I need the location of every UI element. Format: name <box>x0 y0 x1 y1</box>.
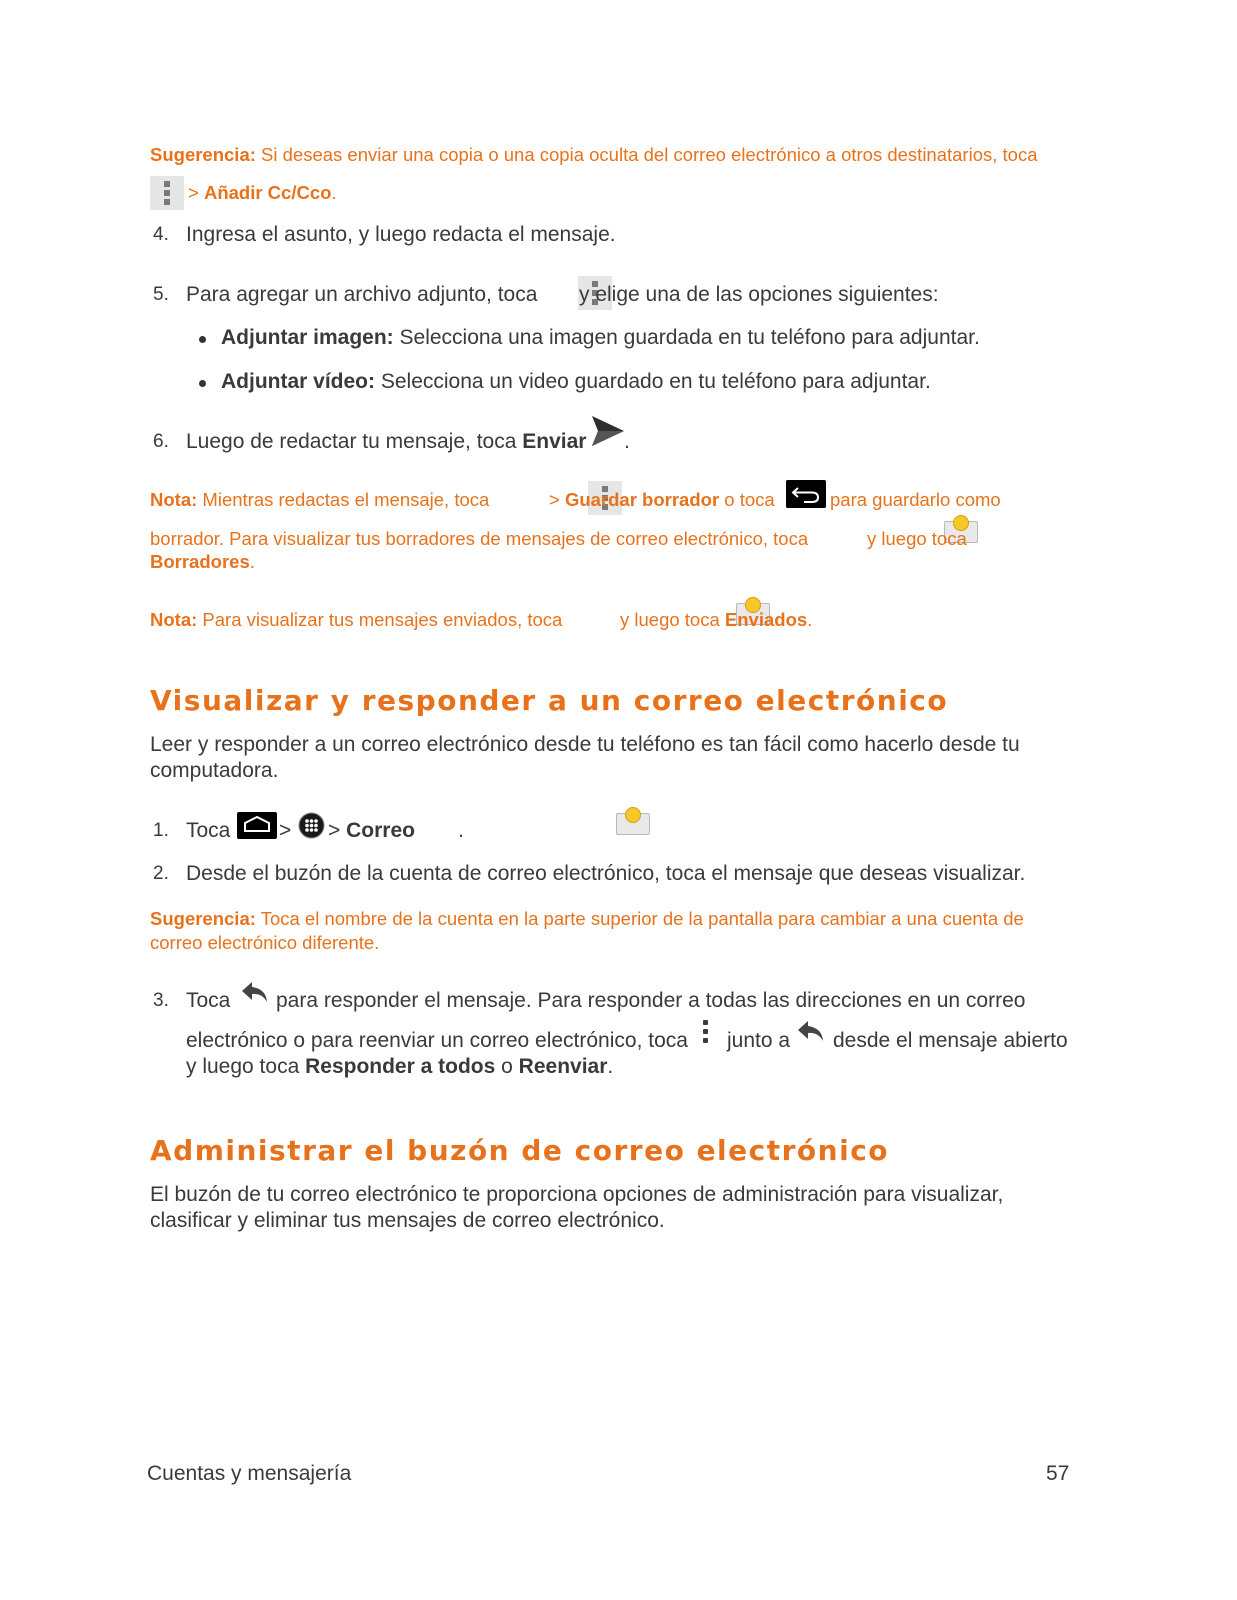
note-1-save-draft: Guardar borrador <box>564 489 720 510</box>
tip-1-line-2 <box>188 181 337 205</box>
send-icon <box>590 414 626 448</box>
tip-1-line-1 <box>150 143 1038 167</box>
note-1-label: Nota: <box>150 489 198 510</box>
note-2-label: Nota: <box>150 609 198 630</box>
step-3-t2: electrónico o para reenviar un correo electrónico, toca <box>186 1029 688 1052</box>
tip-1-action: Añadir Cc/Cco <box>203 182 332 203</box>
tip-2-line-1 <box>150 907 1024 931</box>
step-4-number: 4. <box>153 224 169 245</box>
tip-1-sep: > <box>188 182 199 203</box>
bullet-dot <box>199 380 206 387</box>
step-b1-pre: Toca <box>186 819 231 842</box>
step-3-pre: Toca <box>186 989 231 1012</box>
tip-2-line-2: correo electrónico diferente. <box>150 932 380 953</box>
step-3-end: . <box>607 1055 614 1078</box>
step-5-number: 5. <box>153 284 169 305</box>
tip-1-end: . <box>331 182 337 203</box>
section-2-intro-line-1: El buzón de tu correo electrónico te proporciona opciones de administración para visualizar, <box>150 1183 1004 1206</box>
back-icon <box>786 480 826 508</box>
bullet-dot <box>199 336 206 343</box>
step-6-end: . <box>624 430 630 453</box>
step-3-line-3 <box>186 1054 613 1080</box>
step-5-post: y elige una de las opciones siguientes: <box>579 283 939 306</box>
step-b2-number: 2. <box>153 863 169 884</box>
section-1-intro-line-1: Leer y responder a un correo electrónico desde tu teléfono es tan fácil como hacerlo desde tu <box>150 733 1020 756</box>
note-2-line-a <box>150 608 562 632</box>
step-6-bold: Enviar <box>522 430 587 453</box>
home-icon <box>237 812 277 839</box>
apps-icon <box>298 812 325 839</box>
step-3-t4: desde el mensaje abierto <box>833 1029 1068 1052</box>
note-2-line-b <box>620 608 812 632</box>
step-b1-sep1: > <box>279 819 292 842</box>
section-heading-view-reply: Visualizar y responder a un correo electrónico <box>150 684 949 717</box>
email-app-icon <box>616 805 650 835</box>
note-2-end: . <box>807 609 813 630</box>
note-2-t2: y luego toca <box>620 609 720 630</box>
step-3-number: 3. <box>153 990 169 1011</box>
tip-2-text-1: Toca el nombre de la cuenta en la parte superior de la pantalla para cambiar a una cuenta de <box>260 908 1024 929</box>
step-4-text: Ingresa el asunto, y luego redacta el mensaje. <box>186 223 616 246</box>
bullet-attach-video-text: Selecciona un video guardado en tu teléfono para adjuntar. <box>380 370 931 393</box>
section-heading-manage-inbox: Administrar el buzón de correo electrónico <box>150 1134 890 1167</box>
step-5-pre: Para agregar un archivo adjunto, toca <box>186 283 538 306</box>
step-3-t3: junto a <box>727 1029 791 1052</box>
note-1-sep: > <box>549 489 560 510</box>
tip-1-text: Si deseas enviar una copia o una copia oculta del correo electrónico a otros destinatarios, toca <box>261 144 1038 165</box>
note-2-sent: Enviados <box>724 609 808 630</box>
bullet-attach-video <box>221 369 931 395</box>
bullet-attach-image-text: Selecciona una imagen guardada en tu teléfono para adjuntar. <box>399 326 980 349</box>
bullet-attach-image-label: Adjuntar imagen: <box>221 326 394 349</box>
section-2-intro-line-2: clasificar y eliminar tus mensajes de correo electrónico. <box>150 1209 665 1232</box>
step-3-t6: o <box>501 1055 513 1078</box>
note-1-t3: para guardarlo como <box>830 489 1001 510</box>
step-b1-correo: Correo <box>346 819 415 842</box>
note-2-t1: Para visualizar tus mensajes enviados, toca <box>202 609 563 630</box>
section-1-intro-line-2: computadora. <box>150 759 279 782</box>
step-3-reply-all: Responder a todos <box>305 1055 496 1078</box>
bullet-attach-image <box>221 325 980 351</box>
footer-section-name: Cuentas y mensajería <box>147 1462 352 1485</box>
note-1-t2: o toca <box>724 489 775 510</box>
step-b1-end: . <box>458 819 464 842</box>
bullet-attach-video-label: Adjuntar vídeo: <box>221 370 376 393</box>
tip-1-label: Sugerencia: <box>150 144 256 165</box>
step-b1-mid <box>328 818 415 844</box>
note-1-end: . <box>249 551 255 572</box>
step-b1-sep2: > <box>328 819 341 842</box>
menu-icon <box>150 176 184 210</box>
step-3-forward: Reenviar <box>518 1055 608 1078</box>
step-b2-text: Desde el buzón de la cuenta de correo electrónico, toca el mensaje que deseas visualizar. <box>186 862 1026 885</box>
step-3-t1: para responder el mensaje. Para responder a todas las direcciones en un correo <box>276 989 1026 1012</box>
step-6-pre: Luego de redactar tu mensaje, toca <box>186 430 517 453</box>
note-1-t5: y luego toca <box>867 528 967 549</box>
note-1-line-1a <box>150 488 489 512</box>
tip-2-label: Sugerencia: <box>150 908 256 929</box>
note-1-line-3 <box>150 550 255 574</box>
step-6-text <box>186 429 586 455</box>
reply-icon <box>240 979 270 1005</box>
overflow-menu-icon <box>703 1020 709 1044</box>
note-1-t4: borrador. Para visualizar tus borradores de mensajes de correo electrónico, toca <box>150 528 809 549</box>
step-b1-number: 1. <box>153 820 169 841</box>
note-1-t1: Mientras redactas el mensaje, toca <box>202 489 490 510</box>
reply-icon <box>796 1018 826 1044</box>
step-6-number: 6. <box>153 431 169 452</box>
footer-page-number: 57 <box>1046 1462 1070 1485</box>
note-1-drafts: Borradores <box>150 551 250 572</box>
step-3-t5: y luego toca <box>186 1055 300 1078</box>
note-1-line-1b <box>549 488 775 512</box>
